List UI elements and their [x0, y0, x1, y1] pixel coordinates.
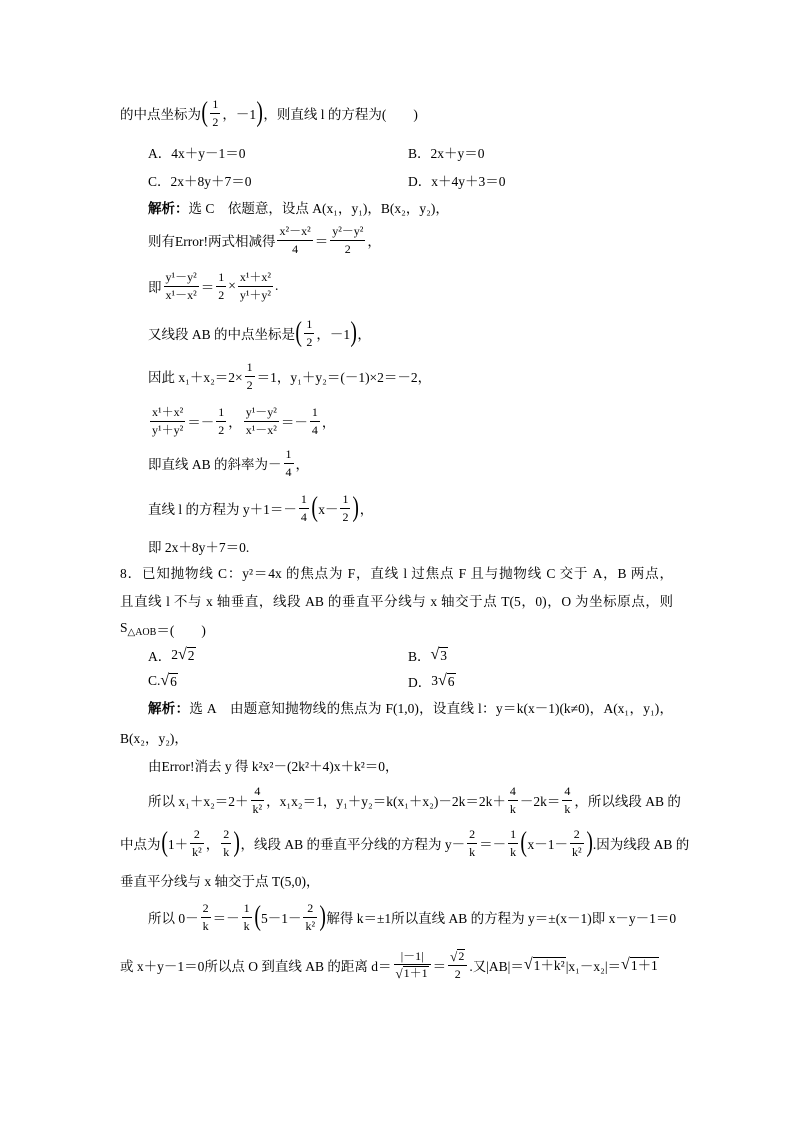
option-label: D． [408, 675, 432, 690]
fraction-denominator: k [510, 844, 517, 859]
fraction [330, 224, 365, 256]
fraction-denominator: k² [305, 918, 316, 933]
solution-text: ， [367, 234, 381, 249]
fraction-denominator: 4 [311, 422, 318, 437]
q7-solution-line-8 [148, 488, 373, 528]
fraction-denominator: k² [252, 801, 263, 816]
solution-text: 中点为 [120, 837, 161, 852]
fraction [303, 901, 317, 933]
fraction-denominator: k² [192, 844, 202, 859]
radical-sign: √ [621, 955, 630, 973]
fraction [221, 827, 231, 859]
fraction-numerator: 1 [340, 492, 350, 508]
fraction [340, 492, 350, 524]
radical-sign: √ [450, 948, 458, 964]
solution-text: ，－1 [316, 327, 351, 342]
fraction-numerator: 4 [251, 784, 265, 800]
option-label: A． [148, 649, 172, 664]
fraction-numerator: 2 [201, 901, 211, 917]
right-paren: ) [319, 901, 326, 932]
radicand: 2 [458, 948, 465, 963]
q8-solution-line-5 [120, 823, 689, 863]
right-paren: ) [585, 827, 593, 858]
solution-text: ，所以线段 AB 的 [574, 794, 681, 809]
fraction [164, 270, 199, 302]
fraction-numerator: 1 [216, 270, 226, 286]
left-paren: ( [520, 827, 528, 858]
solution-text: |x₁－x₂|＝ [565, 959, 622, 974]
fraction-denominator: k [564, 801, 571, 816]
solution-label: 解析： [148, 701, 190, 716]
fraction-numerator [448, 949, 467, 967]
fraction [245, 360, 255, 392]
radical-sign: √ [430, 645, 440, 663]
solution-text: 垂直平分线与 x 轴交于点 T(5,0)， [120, 874, 320, 889]
fraction [150, 405, 185, 437]
fraction-numerator: x¹＋x² [150, 405, 185, 421]
fraction-denominator: k [223, 844, 230, 859]
fraction [277, 224, 312, 256]
fraction-denominator: k [469, 844, 476, 859]
fraction-denominator: y¹＋y² [152, 422, 184, 437]
square-root [396, 966, 429, 981]
fraction-denominator: 4 [300, 509, 307, 524]
solution-text: x－ [318, 502, 339, 517]
fraction-numerator: y¹－y² [244, 405, 279, 421]
fraction-numerator: y¹－y² [164, 270, 199, 286]
equals-sign: ＝ [314, 234, 329, 249]
option-text: D．x＋4y＋3＝0 [408, 174, 506, 189]
radical-sign: √ [395, 966, 403, 982]
fraction-denominator: 2 [306, 334, 313, 349]
solution-label: 解析： [148, 201, 189, 216]
solution-text: ， [359, 502, 374, 517]
solution-text: 所以 x₁＋x₂＝2＋ [148, 794, 249, 809]
solution-text: 由Error!消去 y 得 k²x²－(2k²＋4)x＋k²＝0， [148, 759, 399, 774]
radical-sign: √ [438, 671, 447, 689]
left-paren: ( [295, 317, 302, 348]
fraction [238, 270, 273, 302]
fraction [304, 317, 314, 349]
radical-sign: √ [160, 671, 170, 689]
fraction-numerator: 1 [210, 97, 220, 113]
radicand: 1＋k² [533, 957, 565, 973]
option-text: A．4x＋y－1＝0 [148, 146, 246, 161]
fraction [190, 827, 204, 859]
fraction-denominator: 2 [344, 241, 351, 256]
fraction [467, 827, 477, 859]
solution-text: 因此 x₁＋x₂＝2× [148, 370, 243, 385]
fraction-numerator: 1 [242, 901, 252, 917]
fraction-denominator: k [202, 918, 209, 933]
radicand: 1＋1 [403, 965, 428, 980]
left-paren: ( [254, 901, 261, 932]
q8-solution-line-7 [148, 897, 676, 937]
q8-solution-line-1 [148, 689, 673, 729]
fraction-numerator: 1 [310, 405, 320, 421]
fraction [508, 784, 518, 816]
solution-text: ， [228, 415, 242, 430]
q8-solution-line-6 [120, 860, 320, 900]
fraction-numerator: 2 [570, 827, 584, 843]
fraction-denominator: 2 [212, 114, 219, 129]
solution-text: .因为线段 AB 的 [592, 837, 690, 852]
option-text: B．2x＋y＝0 [408, 146, 485, 161]
fraction [216, 270, 226, 302]
right-paren: ) [350, 317, 358, 348]
q8-solution-line-8 [120, 945, 659, 985]
square-root [160, 673, 178, 690]
solution-text: 5－1－ [260, 911, 302, 926]
option-coefficient: 2 [171, 647, 178, 662]
solution-text: B(x₂，y₂)， [120, 731, 188, 746]
fraction [310, 405, 320, 437]
solution-text: .又|AB|＝ [469, 959, 524, 974]
solution-text: 即 2x＋8y＋7＝0. [148, 540, 250, 555]
fraction [448, 949, 467, 982]
fraction-numerator: 2 [303, 901, 317, 917]
fraction-numerator: 2 [190, 827, 204, 843]
solution-text: x－1－ [527, 837, 568, 852]
solution-text: . [275, 278, 279, 293]
solution-text: 即 [148, 280, 162, 295]
radicand: 1＋1 [630, 957, 658, 973]
fraction-numerator: y²－y² [330, 224, 365, 240]
q7-solution-line-2 [148, 220, 381, 260]
fraction-numerator: 2 [467, 827, 477, 843]
times-sign: × [228, 278, 236, 293]
fraction-denominator: 2 [218, 422, 225, 437]
fraction-numerator: 1 [245, 360, 255, 376]
option-text: C．2x＋8y＋7＝0 [148, 174, 252, 189]
solution-text: ，线段 AB 的垂直平分线的方程为 y－ [240, 837, 466, 852]
q7-solution-line-6 [148, 401, 335, 441]
solution-text: ，x₁x₂＝1，y₁＋y₂＝k(x₁＋x₂)－2k＝2k＋ [266, 794, 506, 809]
fraction [570, 827, 584, 859]
solution-text: 选 C 依题意，设点 A(x₁，y₁)，B(x₂，y₂)， [188, 201, 449, 216]
fraction-numerator: 1 [284, 447, 294, 463]
left-paren: ( [201, 97, 208, 128]
solution-text: ， [321, 415, 336, 430]
right-paren: ) [233, 827, 241, 858]
right-paren: ) [256, 97, 264, 128]
option-coefficient: 3 [431, 673, 438, 688]
fraction-denominator: 2 [454, 967, 461, 982]
stem-text: ＝( ) [156, 623, 206, 638]
solution-text: －2k＝ [519, 794, 561, 809]
left-paren: ( [311, 492, 318, 523]
fraction [216, 405, 226, 437]
solution-text: 1＋ [167, 837, 189, 852]
fraction [562, 784, 572, 816]
square-root [524, 957, 566, 974]
fraction-denominator: 2 [218, 287, 225, 302]
solution-text: ＝－ [479, 837, 507, 852]
fraction-denominator: x¹－x² [165, 287, 197, 302]
fraction-denominator: 2 [342, 509, 349, 524]
solution-text: ， [357, 327, 371, 342]
q7-solution-line-7 [148, 443, 309, 483]
solution-text: ＝－ [212, 911, 240, 926]
fraction-denominator: k [243, 918, 250, 933]
solution-text: 或 x＋y－1＝0所以点 O 到直线 AB 的距离 d＝ [120, 959, 392, 974]
option-label: C. [148, 673, 161, 688]
fraction-denominator: 2 [246, 377, 253, 392]
area-letter: S [120, 620, 128, 635]
stem-text: ，－1 [222, 107, 257, 122]
q8-solution-line-4 [148, 780, 681, 820]
q7-solution-line-5 [148, 356, 431, 396]
left-paren: ( [160, 827, 168, 858]
fraction-denominator: y¹＋y² [239, 287, 272, 302]
fraction-numerator: 1 [216, 405, 226, 421]
fraction-denominator [394, 965, 431, 982]
fraction [251, 784, 265, 816]
fraction-denominator: x¹－x² [245, 422, 277, 437]
solution-text: 直线 l 的方程为 y＋1＝－ [148, 502, 297, 517]
fraction-numerator: 1 [508, 827, 518, 843]
square-root [438, 673, 456, 690]
solution-text: 解得 k＝±1所以直线 AB 的方程为 y＝±(x－1)即 x－y－1＝0 [326, 911, 677, 926]
fraction-denominator: k [509, 801, 516, 816]
square-root [621, 957, 659, 974]
right-paren: ) [352, 492, 360, 523]
fraction [394, 949, 431, 982]
solution-text: ＝1，y₁＋y₂＝(－1)×2＝－2， [256, 370, 432, 385]
fraction-numerator: 4 [562, 784, 572, 800]
stem-text: 8．已知抛物线 C：y²＝4x 的焦点为 F，直线 l 过焦点 F 且与抛物线 C 交于 A，B 两点， [120, 566, 673, 581]
fraction-denominator: 4 [292, 241, 299, 256]
area-subscript: △AOB [127, 627, 157, 638]
solution-text: 选 A 由题意知抛物线的焦点为 F(1,0)，设直线 l：y＝k(x－1)(k≠0)，A(x₁，y₁)， [189, 701, 673, 716]
fraction [201, 901, 211, 933]
stem-text: ，则直线 l 的方程为( ) [263, 107, 418, 122]
option-label: B． [408, 649, 431, 664]
solution-text: 所以 0－ [148, 911, 199, 926]
radicand: 6 [170, 673, 177, 689]
fraction-numerator: |－1| [394, 949, 431, 965]
fraction-numerator: 1 [299, 492, 309, 508]
solution-text: ， [295, 457, 310, 472]
solution-text: ＝－ [187, 415, 215, 430]
fraction [284, 447, 294, 479]
square-root [178, 647, 196, 664]
fraction-numerator: 4 [508, 784, 518, 800]
fraction [210, 97, 220, 129]
q8-solution-line-3 [148, 745, 399, 785]
stem-text: 且直线 l 不与 x 轴垂直，线段 AB 的垂直平分线与 x 轴交于点 T(5，0)，O 为坐标原点，则 [120, 594, 673, 609]
solution-text: ＝－ [280, 415, 308, 430]
solution-text: 即直线 AB 的斜率为－ [148, 457, 282, 472]
fraction [242, 901, 252, 933]
fraction-numerator: 1 [304, 317, 314, 333]
radicand: 3 [440, 647, 448, 663]
solution-text: ， [205, 837, 220, 852]
q7-stem-line [120, 93, 418, 133]
radicand: 2 [187, 647, 195, 663]
radical-sign: √ [178, 645, 187, 663]
stem-text: 的中点坐标为 [120, 107, 201, 122]
fraction-denominator: 4 [285, 464, 292, 479]
q7-solution-line-4 [148, 313, 371, 353]
fraction-numerator: x²－x² [277, 224, 312, 240]
fraction [508, 827, 518, 859]
equals-sign: ＝ [200, 280, 215, 295]
square-root [450, 949, 465, 964]
solution-text: 则有Error!两式相减得 [148, 234, 276, 249]
fraction-denominator: k² [571, 844, 582, 859]
fraction-numerator: 2 [221, 827, 231, 843]
radical-sign: √ [523, 955, 533, 973]
fraction-numerator: x¹＋x² [238, 270, 273, 286]
radicand: 6 [447, 673, 455, 689]
fraction [299, 492, 309, 524]
solution-text: ＝ [432, 959, 447, 974]
fraction [244, 405, 279, 437]
solution-text: 又线段 AB 的中点坐标是 [148, 327, 296, 342]
q7-solution-line-3 [148, 266, 278, 306]
